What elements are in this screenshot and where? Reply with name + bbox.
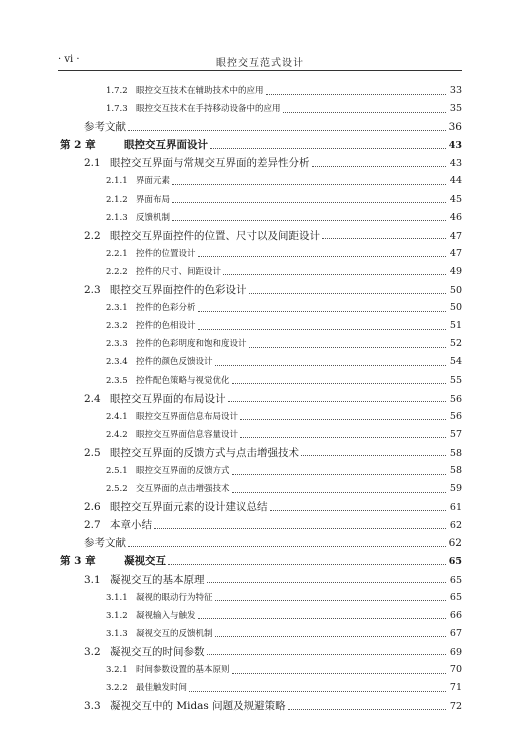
toc-entry-page: 65 xyxy=(448,556,462,568)
toc-entry-number: 第 3 章 xyxy=(60,555,96,568)
toc-entry-label xyxy=(106,335,247,353)
toc-entry-title: 控件的色彩明度和饱和度设计 xyxy=(136,339,247,350)
toc-subsection-entry xyxy=(58,480,462,498)
toc-entry-number: 3.2.2 xyxy=(106,683,128,694)
leader-dots xyxy=(215,636,446,637)
leader-dots xyxy=(322,238,446,239)
leader-dots xyxy=(198,256,446,257)
toc-entry-label xyxy=(106,263,221,281)
toc-entry-number: 2.4.1 xyxy=(106,411,128,422)
toc-entry-label xyxy=(106,299,196,317)
toc-entry-label xyxy=(84,516,152,534)
toc-subsection-entry xyxy=(58,317,462,335)
leader-dots xyxy=(288,709,446,710)
toc-entry-page: 35 xyxy=(449,103,462,115)
leader-dots xyxy=(228,401,447,402)
leader-dots xyxy=(232,383,446,384)
toc-entry-label xyxy=(84,154,310,172)
leader-dots xyxy=(128,546,446,547)
toc-entry-page: 59 xyxy=(449,483,462,495)
toc-entry-title: 凝视的眼动行为特征 xyxy=(136,592,213,603)
toc-section-entry xyxy=(58,516,462,534)
toc-section-entry xyxy=(58,390,462,408)
toc-entry-title: 眼控交互界面的反馈方式与点击增强技术 xyxy=(110,446,299,459)
toc-entry-title: 凝视交互 xyxy=(124,555,166,568)
toc-subsection-entry xyxy=(58,408,462,426)
toc-entry-title: 控件的尺寸、间距设计 xyxy=(136,266,222,277)
toc-entry-page: 33 xyxy=(449,85,462,96)
toc-entry-title: 眼控交互界面的布局设计 xyxy=(110,392,226,405)
toc-subsection-entry xyxy=(58,263,462,281)
toc-entry-page: 45 xyxy=(449,193,462,205)
toc-entry-label xyxy=(84,118,126,136)
toc-entry-title: 眼控交互界面信息布局设计 xyxy=(136,411,239,422)
leader-dots xyxy=(240,419,446,420)
leader-dots xyxy=(215,600,446,601)
toc-entry-label xyxy=(84,281,247,299)
toc-entry-page: 70 xyxy=(449,664,462,675)
toc-entry-label xyxy=(106,607,196,625)
toc-entry-number: 2.5.2 xyxy=(106,484,128,495)
toc-section-entry xyxy=(58,118,462,136)
toc-entry-label xyxy=(84,571,205,589)
toc-entry-page: 57 xyxy=(449,428,462,440)
toc-entry-title: 控件配色策略与视觉优化 xyxy=(136,375,230,386)
toc-entry-page: 58 xyxy=(449,447,462,459)
leader-dots xyxy=(215,365,446,366)
toc-subsection-entry xyxy=(58,625,462,643)
header-rule xyxy=(58,70,462,71)
toc-entry-title: 凝视交互的反馈机制 xyxy=(136,628,213,639)
leader-dots xyxy=(210,148,446,149)
leader-dots xyxy=(198,329,446,330)
toc-entry-title: 参考文献 xyxy=(84,121,126,134)
leader-dots xyxy=(198,311,446,312)
toc-entry-number: 2.2.2 xyxy=(106,266,128,277)
leader-dots xyxy=(172,202,446,203)
toc-entry-label xyxy=(106,172,170,190)
toc-entry-title: 交互界面的点击增强技术 xyxy=(136,484,230,495)
leader-dots xyxy=(207,582,447,583)
toc-entry-number: 2.2.1 xyxy=(106,248,128,259)
toc-entry-number: 2.3.2 xyxy=(106,321,128,332)
toc-entry-number: 2.2 xyxy=(84,229,101,242)
toc-entry-title: 时间参数设置的基本原则 xyxy=(136,665,230,675)
toc-section-entry xyxy=(58,534,462,552)
toc-entry-page: 72 xyxy=(449,701,462,713)
leader-dots xyxy=(172,220,446,221)
toc-entry-label xyxy=(60,552,166,570)
toc-entry-page: 67 xyxy=(449,627,462,639)
leader-dots xyxy=(270,510,447,511)
toc-entry-number: 2.3.1 xyxy=(106,303,128,314)
toc-entry-number: 3.2.1 xyxy=(106,665,128,675)
toc-chapter-entry xyxy=(58,136,462,154)
toc-entry-title: 界面布局 xyxy=(136,194,171,205)
toc-subsection-entry xyxy=(58,245,462,263)
toc-entry-title: 界面元素 xyxy=(136,176,171,187)
toc-entry-page: 56 xyxy=(449,393,462,405)
toc-entry-page: 36 xyxy=(448,121,462,134)
toc-section-entry xyxy=(58,281,462,299)
leader-dots xyxy=(154,528,446,529)
leader-dots xyxy=(301,455,446,456)
toc-entry-page: 46 xyxy=(449,211,462,223)
toc-subsection-entry xyxy=(58,372,462,390)
toc-entry-page: 62 xyxy=(448,537,462,550)
toc-entry-page: 43 xyxy=(449,158,462,170)
toc-entry-label xyxy=(84,534,126,552)
toc-entry-page: 51 xyxy=(449,320,462,332)
page-header xyxy=(58,52,462,70)
toc-entry-title: 控件的颜色反馈设计 xyxy=(136,357,213,368)
toc-entry-page: 58 xyxy=(449,464,462,476)
toc-entry-page: 49 xyxy=(449,265,462,277)
toc-subsection-entry xyxy=(58,172,462,190)
toc-entry-label xyxy=(106,191,170,209)
toc-subsection-entry xyxy=(58,191,462,209)
toc-section-entry xyxy=(58,154,462,172)
toc-entry-label xyxy=(84,697,286,715)
toc-entry-label xyxy=(84,390,226,408)
toc-entry-number: 3.2 xyxy=(84,645,101,658)
toc-entry-label xyxy=(106,426,238,444)
toc-entry-title: 眼控交互界面控件的位置、尺寸以及间距设计 xyxy=(110,229,320,242)
toc-entry-label xyxy=(84,227,320,245)
toc-entry-page: 56 xyxy=(449,410,462,422)
toc-entry-label xyxy=(106,245,196,263)
toc-entry-label xyxy=(84,444,299,462)
toc-subsection-entry xyxy=(58,679,462,697)
toc-entry-title: 眼控交互技术在手持移动设备中的应用 xyxy=(136,104,281,115)
toc-entry-label xyxy=(106,100,281,118)
toc-entry-label xyxy=(60,136,208,154)
toc-entry-number: 2.3 xyxy=(84,284,101,297)
leader-dots xyxy=(240,437,446,438)
toc-entry-title: 凝视交互的时间参数 xyxy=(110,645,205,658)
toc-entry-number: 第 2 章 xyxy=(60,139,96,152)
toc-entry-number: 2.1.2 xyxy=(106,194,128,205)
toc-entry-number: 2.3.5 xyxy=(106,375,128,386)
toc-section-entry xyxy=(58,643,462,661)
toc-entry-title: 眼控交互界面元素的设计建议总结 xyxy=(110,501,268,514)
leader-dots xyxy=(189,691,446,692)
toc-entry-page: 54 xyxy=(449,356,462,368)
toc-entry-title: 眼控交互界面与常规交互界面的差异性分析 xyxy=(110,157,310,170)
toc-section-entry xyxy=(58,444,462,462)
toc-entry-number: 2.6 xyxy=(84,501,101,514)
toc-entry-title: 反馈机制 xyxy=(136,212,171,223)
toc-entry-number: 2.7 xyxy=(84,519,101,532)
leader-dots xyxy=(312,166,447,167)
toc-entry-label xyxy=(106,589,213,607)
toc-entry-label xyxy=(84,498,268,516)
toc-subsection-entry xyxy=(58,100,462,118)
toc-entry-label xyxy=(106,625,213,643)
leader-dots xyxy=(249,293,447,294)
toc-section-entry xyxy=(58,697,462,715)
toc-entry-number: 2.3.4 xyxy=(106,357,128,368)
toc-entry-title: 参考文献 xyxy=(84,537,126,550)
leader-dots xyxy=(128,130,446,131)
toc-entry-number: 2.1.1 xyxy=(106,176,128,187)
toc-entry-title: 眼控交互界面控件的色彩设计 xyxy=(110,284,247,297)
toc-entry-page: 47 xyxy=(449,247,462,259)
toc-entry-label xyxy=(106,82,264,100)
toc-entry-number: 2.4 xyxy=(84,392,101,405)
toc-entry-number: 3.1 xyxy=(84,573,101,586)
toc-chapter-entry xyxy=(58,552,462,570)
toc-subsection-entry xyxy=(58,353,462,371)
toc-subsection-entry xyxy=(58,462,462,480)
toc-section-entry xyxy=(58,498,462,516)
toc-entry-number: 2.3.3 xyxy=(106,339,128,350)
toc-entry-page: 52 xyxy=(449,338,462,350)
toc-entry-page: 66 xyxy=(449,609,462,621)
toc-entry-number: 3.1.2 xyxy=(106,610,128,621)
toc-entry-label xyxy=(106,372,230,390)
toc-entry-page: 50 xyxy=(449,285,462,297)
leader-dots xyxy=(232,673,446,674)
toc-entry-number: 2.4.2 xyxy=(106,429,128,440)
toc-entry-label xyxy=(106,679,187,697)
toc-entry-page: 47 xyxy=(449,230,462,242)
toc-entry-number: 3.1.1 xyxy=(106,592,128,603)
toc-section-entry xyxy=(58,571,462,589)
toc-subsection-entry xyxy=(58,426,462,444)
toc-entry-number: 3.1.3 xyxy=(106,628,128,639)
toc-entry-page: 61 xyxy=(449,502,462,514)
toc-subsection-entry xyxy=(58,82,462,100)
toc-entry-label xyxy=(106,317,196,335)
leader-dots xyxy=(283,112,446,113)
leader-dots xyxy=(266,94,446,95)
toc-entry-label xyxy=(106,353,213,371)
toc-entry-page: 65 xyxy=(449,591,462,603)
toc-entry-page: 43 xyxy=(448,140,462,152)
toc-subsection-entry xyxy=(58,335,462,353)
leader-dots xyxy=(232,474,446,475)
toc-subsection-entry xyxy=(58,607,462,625)
toc-entry-number: 2.5.1 xyxy=(106,465,128,476)
leader-dots xyxy=(172,184,446,185)
toc-subsection-entry xyxy=(58,209,462,227)
toc-entry-label xyxy=(84,643,205,661)
toc-entry-title: 眼控交互界面的反馈方式 xyxy=(136,465,230,476)
toc-entry-number: 1.7.2 xyxy=(106,86,128,96)
toc-subsection-entry xyxy=(58,589,462,607)
toc-entry-label xyxy=(106,462,230,480)
toc-entry-title: 控件的位置设计 xyxy=(136,248,196,259)
toc-entry-title: 最佳触发时间 xyxy=(136,683,188,694)
toc-entry-number: 2.1 xyxy=(84,157,101,170)
leader-dots xyxy=(223,274,446,275)
toc-entry-page: 50 xyxy=(449,302,462,314)
toc-entry-title: 眼控交互界面信息容量设计 xyxy=(136,429,239,440)
leader-dots xyxy=(249,347,446,348)
toc-entry-number: 2.5 xyxy=(84,446,101,459)
toc-entry-title: 凝视交互中的 Midas 问题及规避策略 xyxy=(110,700,286,713)
toc-entry-page: 65 xyxy=(449,574,462,586)
toc-entry-number: 2.1.3 xyxy=(106,212,128,223)
toc-entry-page: 69 xyxy=(449,646,462,658)
toc-entry-label xyxy=(106,408,238,426)
table-of-contents xyxy=(58,82,462,715)
toc-entry-title: 本章小结 xyxy=(110,519,152,532)
toc-entry-page: 71 xyxy=(449,682,462,694)
toc-entry-title: 凝视交互的基本原理 xyxy=(110,573,205,586)
toc-entry-title: 眼控交互界面设计 xyxy=(124,139,208,152)
running-title: 眼控交互范式设计 xyxy=(216,58,304,69)
toc-section-entry xyxy=(58,227,462,245)
toc-entry-title: 眼控交互技术在辅助技术中的应用 xyxy=(136,86,264,96)
toc-entry-label xyxy=(106,661,230,679)
toc-entry-page: 62 xyxy=(449,520,462,532)
toc-entry-label xyxy=(106,480,230,498)
toc-entry-page: 44 xyxy=(449,175,462,187)
leader-dots xyxy=(168,564,446,565)
toc-entry-title: 凝视输入与触发 xyxy=(136,610,196,621)
toc-entry-title: 控件的色相设计 xyxy=(136,321,196,332)
toc-entry-title: 控件的色彩分析 xyxy=(136,303,196,314)
toc-entry-number: 1.7.3 xyxy=(106,104,128,115)
toc-entry-label xyxy=(106,209,170,227)
toc-entry-number: 3.3 xyxy=(84,700,101,713)
leader-dots xyxy=(232,492,446,493)
leader-dots xyxy=(207,654,447,655)
page-number: · vi · xyxy=(58,54,80,65)
toc-subsection-entry xyxy=(58,661,462,679)
toc-subsection-entry xyxy=(58,299,462,317)
toc-entry-page: 55 xyxy=(449,374,462,386)
leader-dots xyxy=(198,618,446,619)
